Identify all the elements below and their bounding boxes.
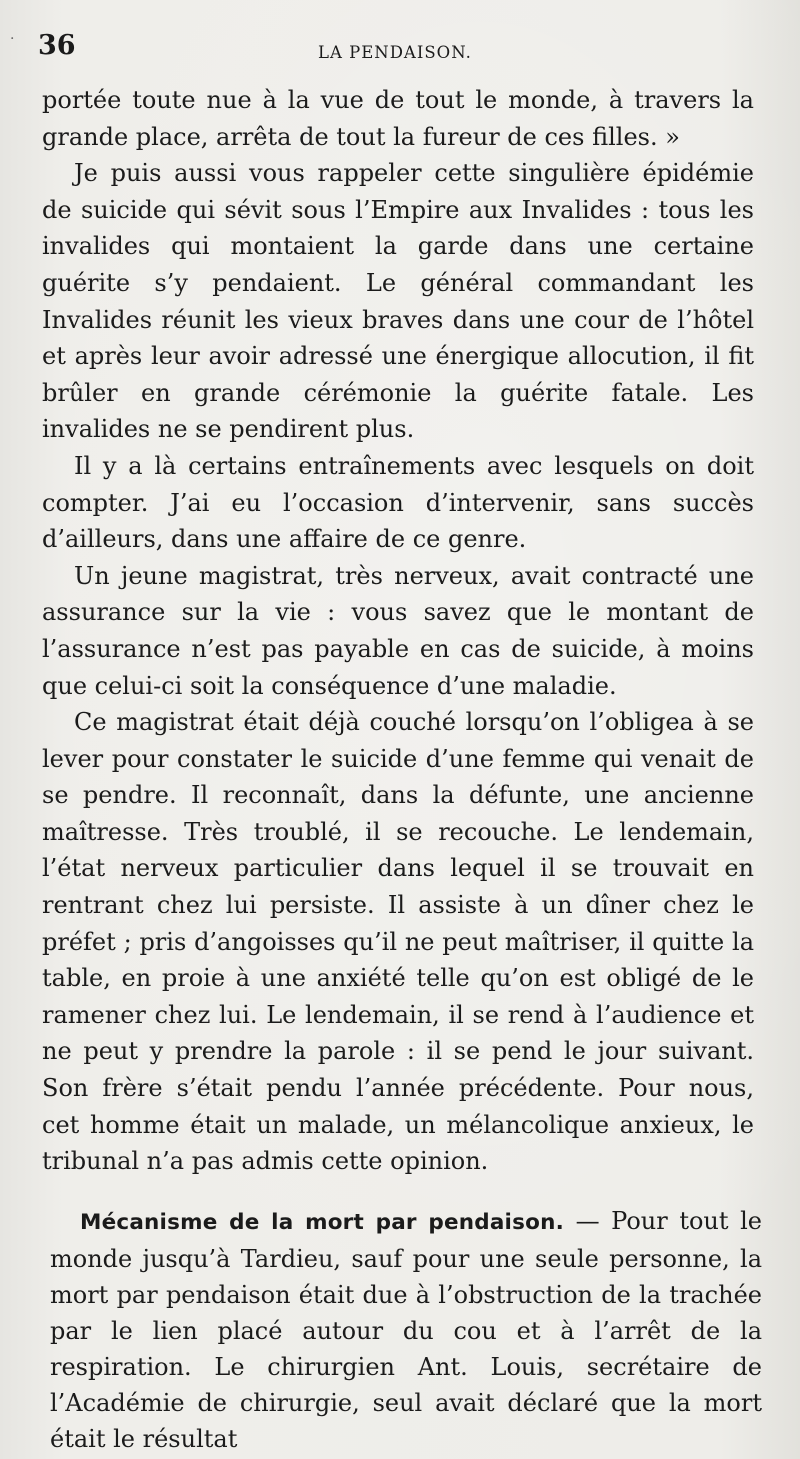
- section-paragraph: [50, 1203, 762, 1457]
- page-number: 36: [38, 30, 76, 61]
- paragraph: Ce magistrat était déjà couché lorsqu’on l’obligea à se lever pour constater le suicide d’une femme qui venait de se pendre. Il reconnaît, dans la défunte, une ancienne maîtresse. Très troublé, il se recouche. Le lendemain, l’état nerveux particulier dans lequel il se trouvait en rentrant chez lui persiste. Il assiste à un dîner chez le préfet ; pris d’angoisses qu’il ne peut maîtriser, il quitte la table, en proie à une anxiété telle qu’on est obligé de le ramener chez lui. Le lendemain, il se rend à l’audience et ne peut y prendre la parole : il se pend le jour suivant. Son frère s’était pendu l’année précédente. Pour nous, cet homme était un malade, un mélancolique anxieux, le tribunal n’a pas admis cette opinion.: [42, 708, 754, 1176]
- body-text: [42, 82, 754, 1180]
- running-head: LA PENDAISON.: [318, 43, 472, 62]
- paragraph: Il y a là certains entraînements avec lesquels on doit compter. J’ai eu l’occasion d’intervenir, sans succès d’ailleurs, dans une affaire de ce genre.: [42, 451, 754, 554]
- paragraph: portée toute nue à la vue de tout le monde, à travers la grande place, arrêta de tout la fureur de ces filles. »: [42, 86, 754, 151]
- paragraph: Je puis aussi vous rappeler cette singulière épidémie de suicide qui sévit sous l’Empire aux Invalides : tous les invalides qui montaient la garde dans une certaine guérite s’y pendaient. Le général commandant les Invalides réunit les vieux braves dans une cour de l’hôtel et après leur avoir adressé une énergique allocution, il fit brûler en grande cérémonie la guérite fatale. Les invalides ne se pendirent plus.: [42, 159, 754, 444]
- paragraph: Un jeune magistrat, très nerveux, avait contracté une assurance sur la vie : vous savez que le montant de l’assurance n’est pas payable en cas de suicide, à moins que celui-ci soit la conséquence d’une maladie.: [42, 561, 754, 700]
- section-text: — Pour tout le monde jusqu’à Tardieu, sauf pour une seule personne, la mort par pendaison était due à l’obstruction de la trachée par le lien placé autour du cou et à l’arrêt de la respiration. Le chirurgien Ant. Louis, secrétaire de l’Académie de chirurgie, seul avait déclaré que la mort était le résultat: [50, 1207, 762, 1453]
- section-heading: Mécanisme de la mort par pendaison.: [80, 1210, 564, 1235]
- section-block: [50, 1203, 762, 1457]
- margin-mark: ·: [10, 31, 15, 47]
